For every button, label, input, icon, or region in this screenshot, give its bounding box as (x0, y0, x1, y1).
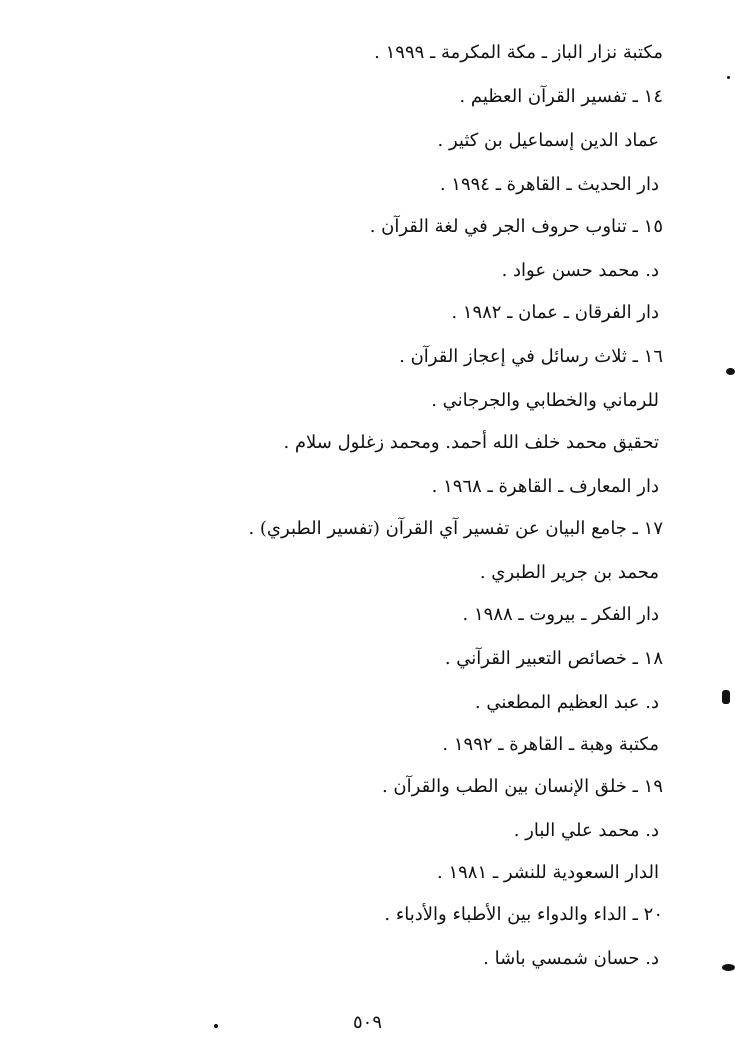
entry-16-publisher: دار المعارف ـ القاهرة ـ ١٩٦٨ . (431, 476, 659, 497)
entry-17-title: ١٧ ـ جامع البيان عن تفسير آي القرآن (تفسير الطبري) . (248, 518, 663, 539)
scan-speck (722, 690, 730, 704)
entry-17-publisher: دار الفكر ـ بيروت ـ ١٩٨٨ . (462, 604, 659, 625)
entry-15-publisher: دار الفرقان ـ عمان ـ ١٩٨٢ . (451, 302, 659, 323)
entry-20-title: ٢٠ ـ الداء والدواء بين الأطباء والأدباء . (384, 904, 663, 925)
entry-18-author: د. عبد العظيم المطعني . (474, 692, 659, 713)
entry-18-publisher: مكتبة وهبة ـ القاهرة ـ ١٩٩٢ . (442, 734, 659, 755)
scan-speck (726, 368, 735, 375)
entry-14-publisher: دار الحديث ـ القاهرة ـ ١٩٩٤ . (439, 174, 659, 195)
entry-15-title: ١٥ ـ تناوب حروف الجر في لغة القرآن . (369, 216, 663, 237)
scan-speck (722, 964, 735, 971)
scan-speck (214, 1024, 218, 1028)
entry-16-editors: تحقيق محمد خلف الله أحمد. ومحمد زغلول سلام . (283, 432, 659, 453)
entry-14-author: عماد الدين إسماعيل بن كثير . (437, 130, 659, 151)
scan-speck (727, 76, 730, 79)
entry-13-publisher: مكتبة نزار الباز ـ مكة المكرمة ـ ١٩٩٩ . (374, 42, 663, 63)
page-number: ٥٠٩ (352, 1012, 382, 1033)
entry-16-author: للرماني والخطابي والجرجاني . (431, 390, 659, 411)
entry-17-author: محمد بن جرير الطبري . (479, 562, 659, 583)
entry-19-author: د. محمد علي البار . (513, 820, 659, 841)
entry-20-author: د. حسان شمسي باشا . (483, 948, 659, 969)
entry-19-title: ١٩ ـ خلق الإنسان بين الطب والقرآن . (381, 776, 663, 797)
entry-15-author: د. محمد حسن عواد . (501, 260, 659, 281)
entry-14-title: ١٤ ـ تفسير القرآن العظيم . (459, 86, 663, 107)
entry-19-publisher: الدار السعودية للنشر ـ ١٩٨١ . (437, 862, 659, 883)
entry-16-title: ١٦ ـ ثلاث رسائل في إعجاز القرآن . (399, 346, 663, 367)
entry-18-title: ١٨ ـ خصائص التعبير القرآني . (444, 648, 663, 669)
